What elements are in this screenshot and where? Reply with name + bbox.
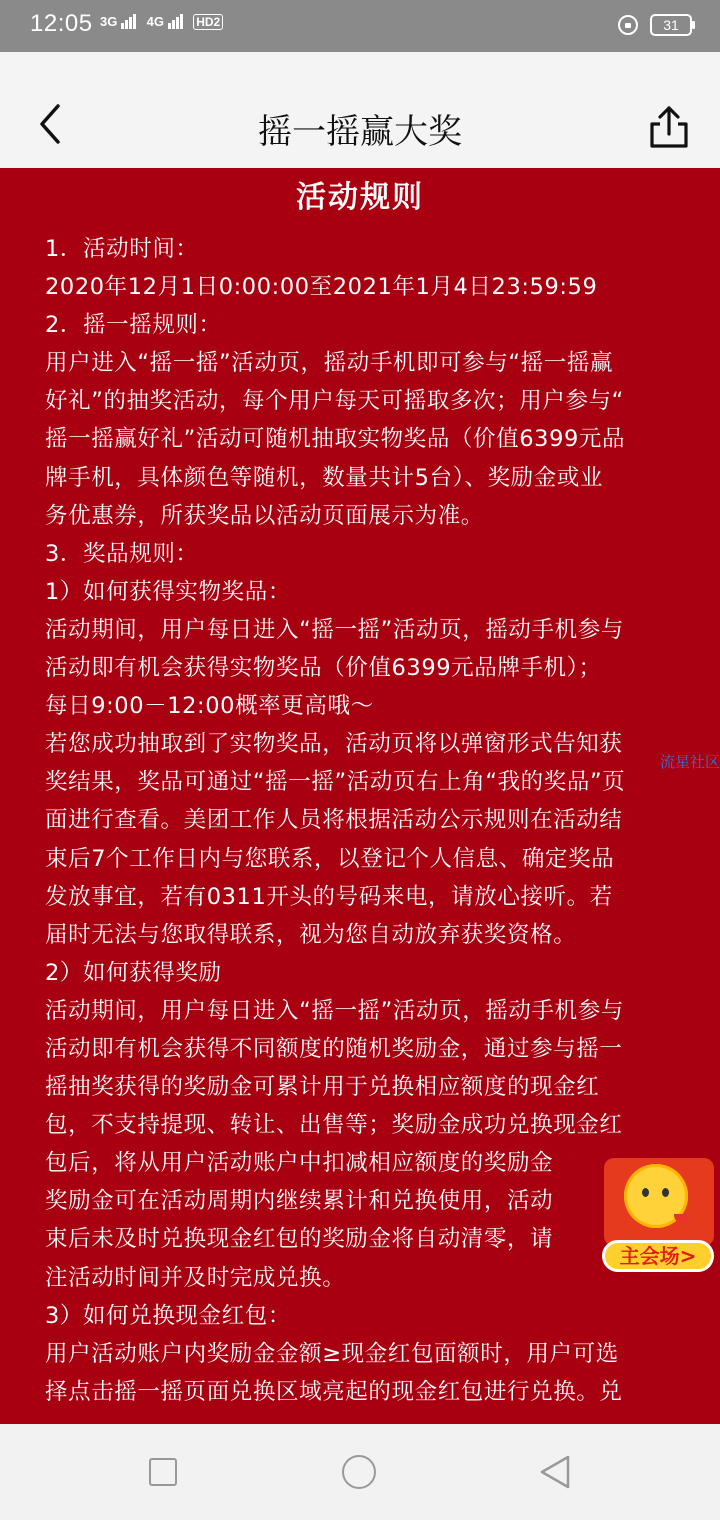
signal-icon-2 [168, 14, 184, 29]
main-venue-label: 主会场> [602, 1240, 714, 1272]
rule-line: 届时无法与您取得联系，视为您自动放弃获奖资格。 [45, 921, 577, 948]
rule-line: 择点击摇一摇页面兑换区域亮起的现金红包进行兑换。兑 [45, 1378, 623, 1405]
rule-line: 2）如何获得奖励 [45, 959, 222, 986]
triangle-back-icon [538, 1454, 572, 1490]
rules-title: 活动规则 [296, 180, 424, 215]
rule-line: 若您成功抽取到了实物奖品，活动页将以弹窗形式告知获 [45, 731, 623, 758]
home-button[interactable] [342, 1455, 376, 1489]
main-venue-badge[interactable] [598, 1156, 718, 1276]
share-button[interactable] [646, 104, 692, 150]
rule-line: 奖结果，奖品可通过“摇一摇”活动页右上角“我的奖品”页 [45, 769, 626, 796]
rule-line: 活动即有机会获得实物奖品（价值6399元品牌手机）； [45, 655, 602, 682]
signal-icon [121, 14, 137, 29]
watermark: 流星社区 [659, 753, 720, 771]
rule-line: 2．摇一摇规则： [45, 312, 222, 339]
rule-line: 1．活动时间： [45, 236, 199, 262]
mascot-icon [624, 1164, 688, 1228]
rule-line: 1）如何获得实物奖品： [45, 578, 291, 605]
page-title: 摇一摇赢大奖 [258, 112, 462, 152]
rule-line: 奖励金可在活动周期内继续累计和兑换使用，活动 [45, 1188, 554, 1215]
hd-badge: HD2 [193, 14, 223, 30]
rule-line: 2020年12月1日0:00:00至2021年1月4日23:59:59 [45, 274, 598, 301]
rule-line: 束后7个工作日内与您联系，以登记个人信息、确定奖品 [45, 845, 615, 872]
rule-line: 用户进入“摇一摇”活动页，摇动手机即可参与“摇一摇赢 [45, 350, 614, 377]
system-back-button[interactable] [538, 1454, 572, 1490]
status-bar [0, 0, 720, 52]
rule-line: 包后，将从用户活动账户中扣减相应额度的奖励金 [45, 1150, 554, 1177]
rule-line: 活动期间，用户每日进入“摇一摇”活动页，摇动手机参与 [45, 616, 624, 643]
rule-line: 活动即有机会获得不同额度的随机奖励金，通过参与摇一 [45, 1035, 623, 1062]
rule-line: 面进行查看。美团工作人员将根据活动公示规则在活动结 [45, 807, 623, 834]
rule-line: 务优惠券，所获奖品以活动页面展示为准。 [45, 502, 484, 529]
rule-line: 好礼”的抽奖活动，每个用户每天可摇取多次；用户参与“ [45, 388, 624, 415]
system-nav-bar [0, 1424, 720, 1520]
navigation-bar [0, 52, 720, 168]
rule-line: 束后未及时兑换现金红包的奖励金将自动清零，请 [45, 1226, 554, 1253]
rule-line: 发放事宜，若有0311开头的号码来电，请放心接听。若 [45, 883, 613, 910]
rule-line: 3）如何兑换现金红包： [45, 1302, 291, 1329]
network-indicators [100, 14, 223, 29]
rule-line: 包，不支持提现、转让、出售等；奖励金成功兑换现金红 [45, 1112, 623, 1139]
network-3g-label: 3G [100, 14, 118, 29]
rule-line: 活动期间，用户每日进入“摇一摇”活动页，摇动手机参与 [45, 997, 624, 1024]
share-icon [646, 104, 692, 150]
rule-line: 摇抽奖获得的奖励金可累计用于兑换相应额度的现金红 [45, 1074, 600, 1101]
status-time: 12:05 [30, 10, 93, 37]
rotation-lock-icon [618, 15, 638, 35]
rules-content[interactable] [0, 168, 720, 1424]
rule-line: 牌手机，具体颜色等随机，数量共计5台）、奖励金或业 [45, 464, 604, 491]
recent-apps-button[interactable] [149, 1458, 177, 1486]
rule-line: 3．奖品规则： [45, 540, 199, 567]
battery-icon: 31 [650, 14, 692, 36]
rules-text [45, 230, 684, 1411]
rule-line: 摇一摇赢好礼”活动可随机抽取实物奖品（价值6399元品 [45, 426, 626, 453]
rule-line: 用户活动账户内奖励金金额≥现金红包面额时，用户可选 [45, 1340, 619, 1367]
rule-line: 每日9:00－12:00概率更高哦～ [45, 693, 374, 720]
status-right [618, 14, 692, 36]
network-4g-label: 4G [146, 14, 164, 29]
rule-line: 注活动时间并及时完成兑换。 [45, 1264, 346, 1291]
